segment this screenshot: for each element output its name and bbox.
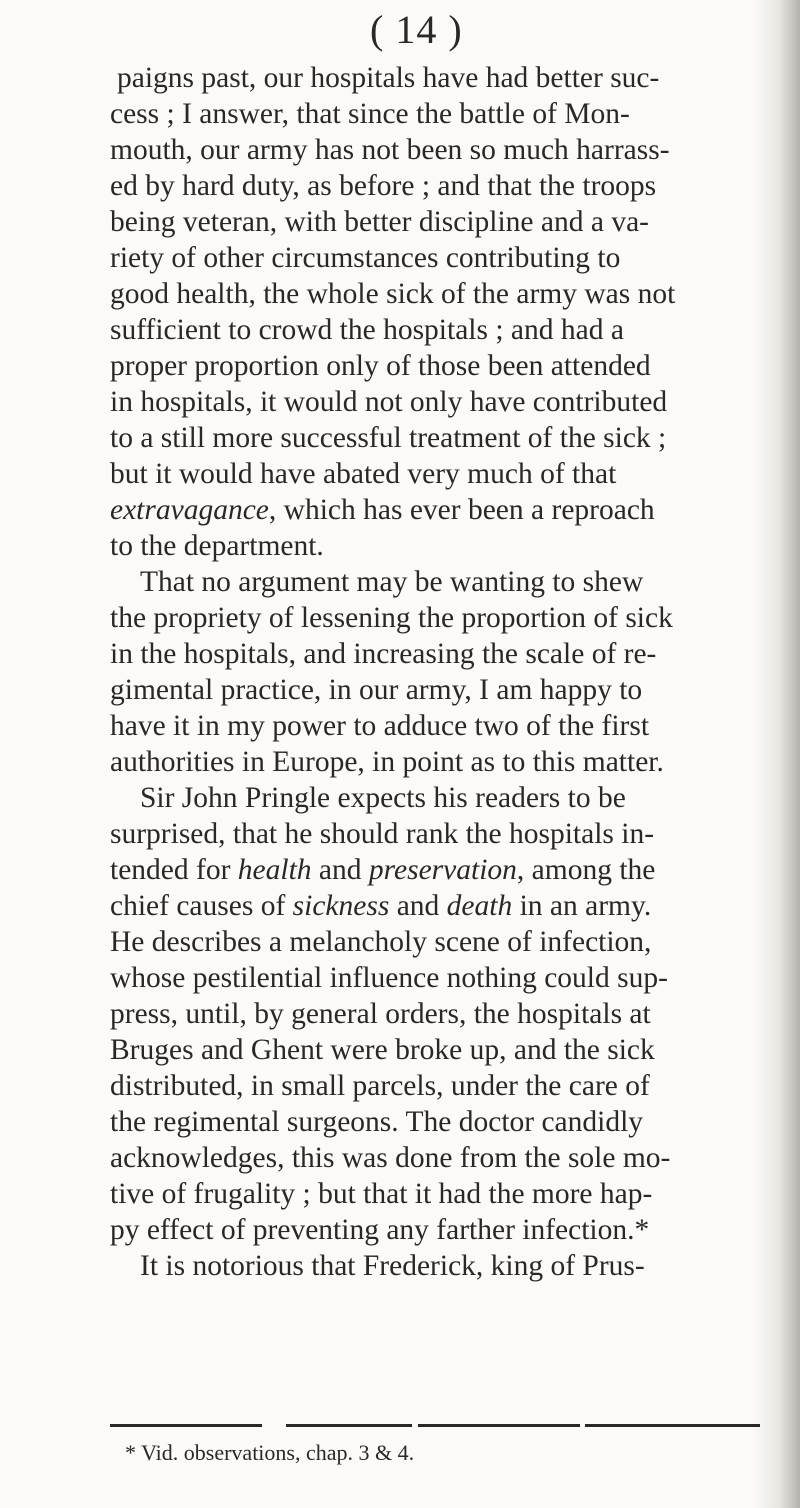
line-start: tended for bbox=[110, 854, 238, 886]
rule-break bbox=[580, 1421, 585, 1429]
italic-word: extravagance bbox=[110, 494, 269, 526]
page-edge-shadow bbox=[752, 0, 800, 1508]
text-line: Sir John Pringle expects his readers to be bbox=[140, 782, 626, 814]
text-line-with-italic bbox=[110, 888, 651, 924]
text-line: but it would have abated very much of that bbox=[110, 458, 617, 490]
footnote: * Vid. observations, chap. 3 & 4. bbox=[125, 1440, 415, 1465]
line-rest: in an army. bbox=[512, 890, 652, 922]
text-line: sufficient to crowd the hospitals ; and had a bbox=[110, 314, 624, 346]
text-line: to a still more successful treatment of the sick ; bbox=[110, 422, 667, 454]
line-rest: , among the bbox=[516, 854, 656, 886]
italic-word: death bbox=[446, 890, 513, 922]
page-number: ( 14 ) bbox=[370, 7, 463, 52]
text-line-with-italic bbox=[110, 492, 655, 528]
text-line: surprised, that he should rank the hospitals in- bbox=[110, 818, 655, 850]
italic-word: preservation bbox=[368, 854, 517, 886]
text-line: mouth, our army has not been so much harrass- bbox=[110, 134, 670, 166]
text-line: cess ; I answer, that since the battle of Mon- bbox=[110, 98, 630, 130]
text-line: press, until, by general orders, the hospitals at bbox=[110, 998, 651, 1030]
text-line: proper proportion only of those been attended bbox=[110, 350, 651, 382]
line-mid: and bbox=[311, 854, 369, 886]
text-line: being veteran, with better discipline and a va- bbox=[110, 206, 649, 238]
rule-break bbox=[412, 1421, 418, 1429]
text-line: the regimental surgeons. The doctor candidly bbox=[110, 1106, 644, 1138]
line-start: chief causes of bbox=[110, 890, 293, 922]
text-line: acknowledges, this was done from the sole mo- bbox=[110, 1142, 671, 1174]
footnote-rule bbox=[110, 1424, 760, 1427]
text-line: He describes a melancholy scene of infection, bbox=[110, 926, 652, 958]
text-line: py effect of preventing any farther infection.* bbox=[110, 1214, 650, 1246]
rule-break bbox=[262, 1421, 286, 1429]
text-line: tive of frugality ; but that it had the more hap- bbox=[110, 1178, 653, 1210]
text-line: have it in my power to adduce two of the first bbox=[110, 710, 650, 742]
text-line: whose pestilential influence nothing could sup- bbox=[110, 962, 668, 994]
italic-word: health bbox=[237, 854, 312, 886]
text-line: paigns past, our hospitals have had better suc- bbox=[117, 62, 660, 94]
line-mid: and bbox=[389, 890, 447, 922]
text-line: in hospitals, it would not only have contributed bbox=[110, 386, 668, 418]
text-line: distributed, in small parcels, under the care of bbox=[110, 1070, 650, 1102]
line-rest: , which has ever been a reproach bbox=[268, 494, 655, 526]
text-line: That no argument may be wanting to shew bbox=[140, 566, 644, 598]
italic-word: sickness bbox=[292, 890, 390, 922]
text-line: gimental practice, in our army, I am happy to bbox=[110, 674, 643, 706]
text-line: ed by hard duty, as before ; and that the troops bbox=[110, 170, 657, 202]
text-line: to the department. bbox=[110, 530, 324, 562]
text-line-with-italic bbox=[110, 852, 655, 888]
text-line: authorities in Europe, in point as to this matter. bbox=[110, 746, 664, 778]
text-line: in the hospitals, and increasing the scale of re- bbox=[110, 638, 657, 670]
text-line: good health, the whole sick of the army was not bbox=[110, 278, 676, 310]
text-line: It is notorious that Frederick, king of Prus- bbox=[140, 1250, 645, 1282]
text-line: the propriety of lessening the proportion of sick bbox=[110, 602, 673, 634]
text-line: riety of other circumstances contributing to bbox=[110, 242, 621, 274]
text-line: Bruges and Ghent were broke up, and the sick bbox=[110, 1034, 655, 1066]
